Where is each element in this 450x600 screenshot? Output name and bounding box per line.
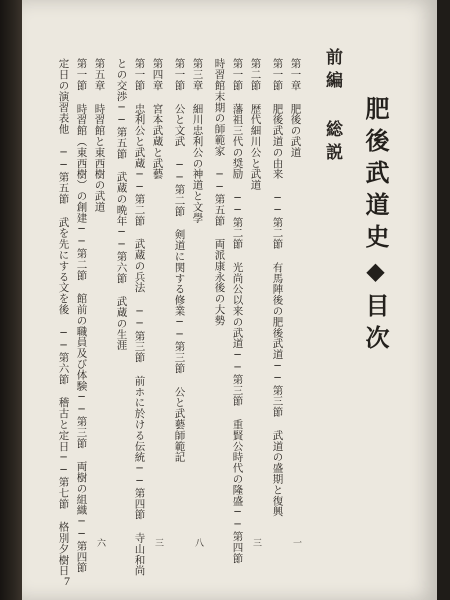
toc-chapter-3: 第三章 細川忠利公の神道と文學 — [191, 58, 204, 223]
toc-line: 時習館末期の師範家 ──第五節 両派康永後の大勢 — [213, 58, 226, 326]
folio: 7 — [64, 574, 70, 588]
page-number: 八 — [193, 538, 203, 547]
binding-shadow — [0, 0, 22, 600]
book-page — [22, 0, 437, 600]
book-title: 肥後武道史◆目次 — [361, 96, 390, 357]
toc-line: 第一節 肥後武道の由来 ──第二節 有馬陣後の肥後武道──第三節 武道の盛期と復興 — [271, 58, 284, 517]
toc-chapter-1: 第一章 肥後の武道 — [289, 58, 302, 158]
page-number: 六 — [95, 538, 105, 547]
page-number: 三 — [251, 538, 261, 547]
toc-line: 第一節 忠利公と武蔵──第二節 武蔵の兵法 ──第三節 前ホに於ける伝統──第四節 寺山和尚 — [133, 58, 146, 576]
toc-chapter-2: 第二節 歴代細川公と武道 — [249, 58, 262, 191]
toc-chapter-4: 第四章 宮本武蔵と武藝 — [151, 58, 164, 180]
toc-line: 第一節 公と文武 ──第二節 剣道に関する修業──第三節 公と武藝師範記 — [173, 58, 186, 463]
toc-line: 定日の演習表他 ──第五節 武を先にする文を後 ──第六節 稽古と定日──第七節 格別夕樹日 — [57, 58, 70, 576]
part-title: 前編 総説 — [322, 48, 342, 166]
toc-chapter-5: 第五章 時習館と東西樹の武道 — [93, 58, 106, 213]
page-number: 三 — [153, 538, 163, 547]
toc-line: 第一節 時習館（東西樹）の創建──第二節 館前の職員及び体験──第三節 両樹の組織──第四節 — [75, 58, 88, 573]
page-number: 一 — [291, 538, 301, 547]
toc-line: 第一節 藩祖三代の奨励 ──第二節 光尚公以来の武道──第三節 重賢公時代の隆盛──第四節 — [231, 58, 244, 564]
toc-line: との交渉──第五節 武蔵の晩年──第六節 武蔵の生涯 — [115, 58, 128, 351]
